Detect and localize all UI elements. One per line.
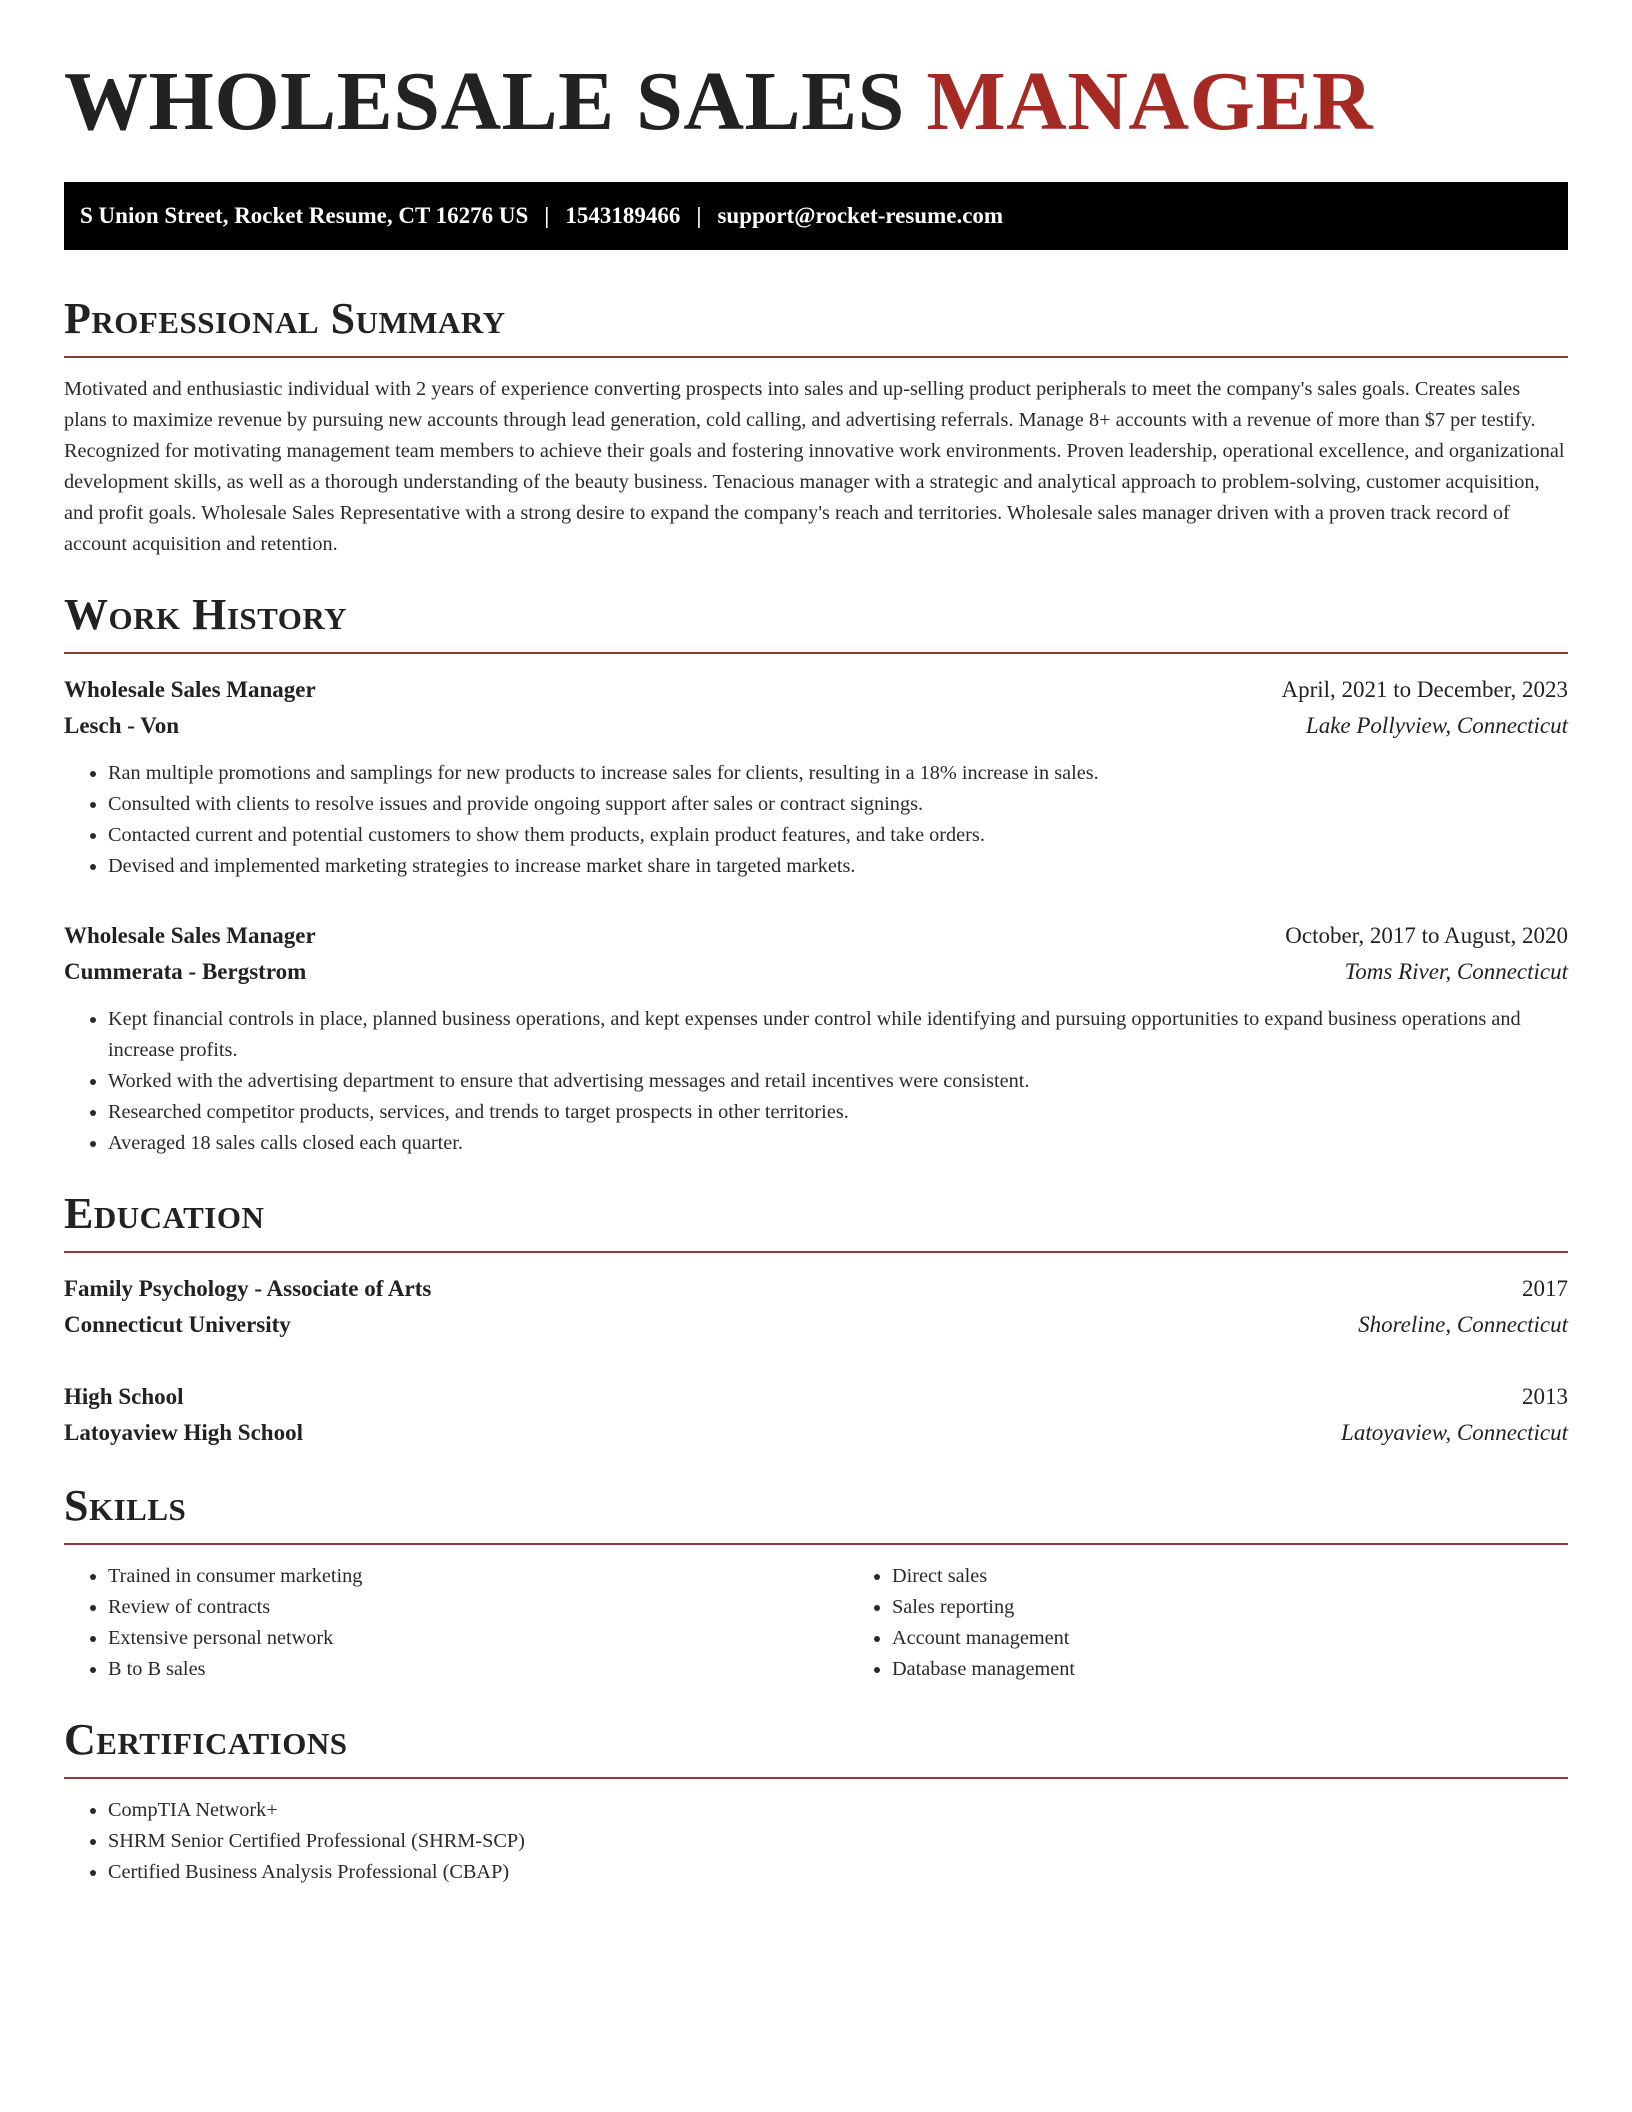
title-accent: MANAGER xyxy=(926,55,1374,148)
job-entry xyxy=(64,672,1568,882)
job-dates: April, 2021 to December, 2023 xyxy=(1281,677,1568,702)
section-title-certifications: Certifications xyxy=(64,1715,348,1764)
education-entry xyxy=(64,1271,1568,1343)
job-bullet: • Researched competitor products, services, and trends to target prospects in other territories. xyxy=(108,1097,1568,1128)
contact-separator: | xyxy=(696,203,702,228)
education-school: Latoyaview High School xyxy=(64,1420,303,1445)
section-divider xyxy=(64,1543,1568,1545)
work-history-section xyxy=(64,590,1568,1159)
skills-list-right xyxy=(848,1561,1075,1685)
job-bullet: • Ran multiple promotions and samplings for new products to increase sales for clients, resulting in a 18% increase in sales. xyxy=(108,758,1568,789)
job-company: Lesch - Von xyxy=(64,713,180,738)
contact-separator: | xyxy=(544,203,550,228)
job-bullets xyxy=(64,1004,1568,1159)
job-title: Wholesale Sales Manager xyxy=(64,677,316,702)
skill-item: • Direct sales xyxy=(892,1561,1075,1592)
job-bullets xyxy=(64,758,1568,882)
job-bullet: • Devised and implemented marketing strategies to increase market share in targeted markets. xyxy=(108,851,1568,882)
skill-item: • Sales reporting xyxy=(892,1592,1075,1623)
job-dates: October, 2017 to August, 2020 xyxy=(1285,923,1568,948)
job-bullet: • Worked with the advertising department to ensure that advertising messages and retail incentives were consistent. xyxy=(108,1066,1568,1097)
summary-section xyxy=(64,294,1568,560)
section-divider xyxy=(64,1777,1568,1779)
section-title-education: Education xyxy=(64,1189,265,1238)
education-school: Connecticut University xyxy=(64,1312,291,1337)
certifications-section xyxy=(64,1715,1568,1888)
certification-item: • SHRM Senior Certified Professional (SHRM-SCP) xyxy=(108,1826,1568,1857)
education-year: 2013 xyxy=(1522,1384,1568,1409)
section-title-summary: Professional Summary xyxy=(64,294,506,343)
skills-section xyxy=(64,1481,1568,1685)
contact-bar xyxy=(64,182,1568,250)
job-title: Wholesale Sales Manager xyxy=(64,923,316,948)
education-location: Latoyaview, Connecticut xyxy=(1341,1420,1568,1445)
section-divider xyxy=(64,356,1568,358)
section-title-skills: Skills xyxy=(64,1481,187,1530)
job-location: Lake Pollyview, Connecticut xyxy=(1305,713,1568,738)
skill-item: • B to B sales xyxy=(108,1654,848,1685)
education-degree: Family Psychology - Associate of Arts xyxy=(64,1276,432,1301)
job-bullet: • Contacted current and potential customers to show them products, explain product features, and take orders. xyxy=(108,820,1568,851)
education-location: Shoreline, Connecticut xyxy=(1358,1312,1568,1337)
certifications-list xyxy=(64,1795,1568,1888)
job-location: Toms River, Connecticut xyxy=(1344,959,1568,984)
contact-address: S Union Street, Rocket Resume, CT 16276 US xyxy=(80,203,529,228)
contact-phone: 1543189466 xyxy=(565,203,681,228)
job-bullet: • Averaged 18 sales calls closed each quarter. xyxy=(108,1128,1568,1159)
title-main: WHOLESALE SALES xyxy=(64,55,905,148)
education-degree: High School xyxy=(64,1384,184,1409)
education-entry xyxy=(64,1379,1568,1451)
job-bullet: • Kept financial controls in place, planned business operations, and kept expenses under control while identifying and pursuing opportunities to expand business operations and increase profits. xyxy=(108,1004,1568,1066)
education-section xyxy=(64,1189,1568,1451)
resume-title xyxy=(64,52,1568,152)
skills-columns xyxy=(64,1561,1568,1685)
skill-item: • Review of contracts xyxy=(108,1592,848,1623)
skill-item: • Account management xyxy=(892,1623,1075,1654)
education-year: 2017 xyxy=(1522,1276,1568,1301)
certification-item: • Certified Business Analysis Professional (CBAP) xyxy=(108,1857,1568,1888)
contact-email: support@rocket-resume.com xyxy=(717,203,1004,228)
summary-text: Motivated and enthusiastic individual with 2 years of experience converting prospects into sales and up-selling product peripherals to meet the company's sales goals. Creates sales plans to maximize revenue by pursuing new accounts through lead generation, cold calling, and advertising referrals. Manage 8+ accounts with a revenue of more than $7 per testify. Recognized for motivating management team members to achieve their goals and fostering innovative work environments. Proven leadership, operational excellence, and organizational development skills, as well as a thorough understanding of the beauty business. Tenacious manager with a strategic and analytical approach to problem-solving, customer acquisition, and profit goals. Wholesale Sales Representative with a strong desire to expand the company's reach and territories. Wholesale sales manager driven with a proven track record of account acquisition and retention. xyxy=(64,378,1565,555)
section-title-work-history: Work History xyxy=(64,590,348,639)
skills-list-left xyxy=(64,1561,848,1685)
certification-item: • CompTIA Network+ xyxy=(108,1795,1568,1826)
job-bullet: • Consulted with clients to resolve issues and provide ongoing support after sales or contract signings. xyxy=(108,789,1568,820)
job-entry xyxy=(64,918,1568,1159)
skill-item: • Trained in consumer marketing xyxy=(108,1561,848,1592)
job-company: Cummerata - Bergstrom xyxy=(64,959,307,984)
skill-item: • Database management xyxy=(892,1654,1075,1685)
section-divider xyxy=(64,652,1568,654)
section-divider xyxy=(64,1251,1568,1253)
skill-item: • Extensive personal network xyxy=(108,1623,848,1654)
